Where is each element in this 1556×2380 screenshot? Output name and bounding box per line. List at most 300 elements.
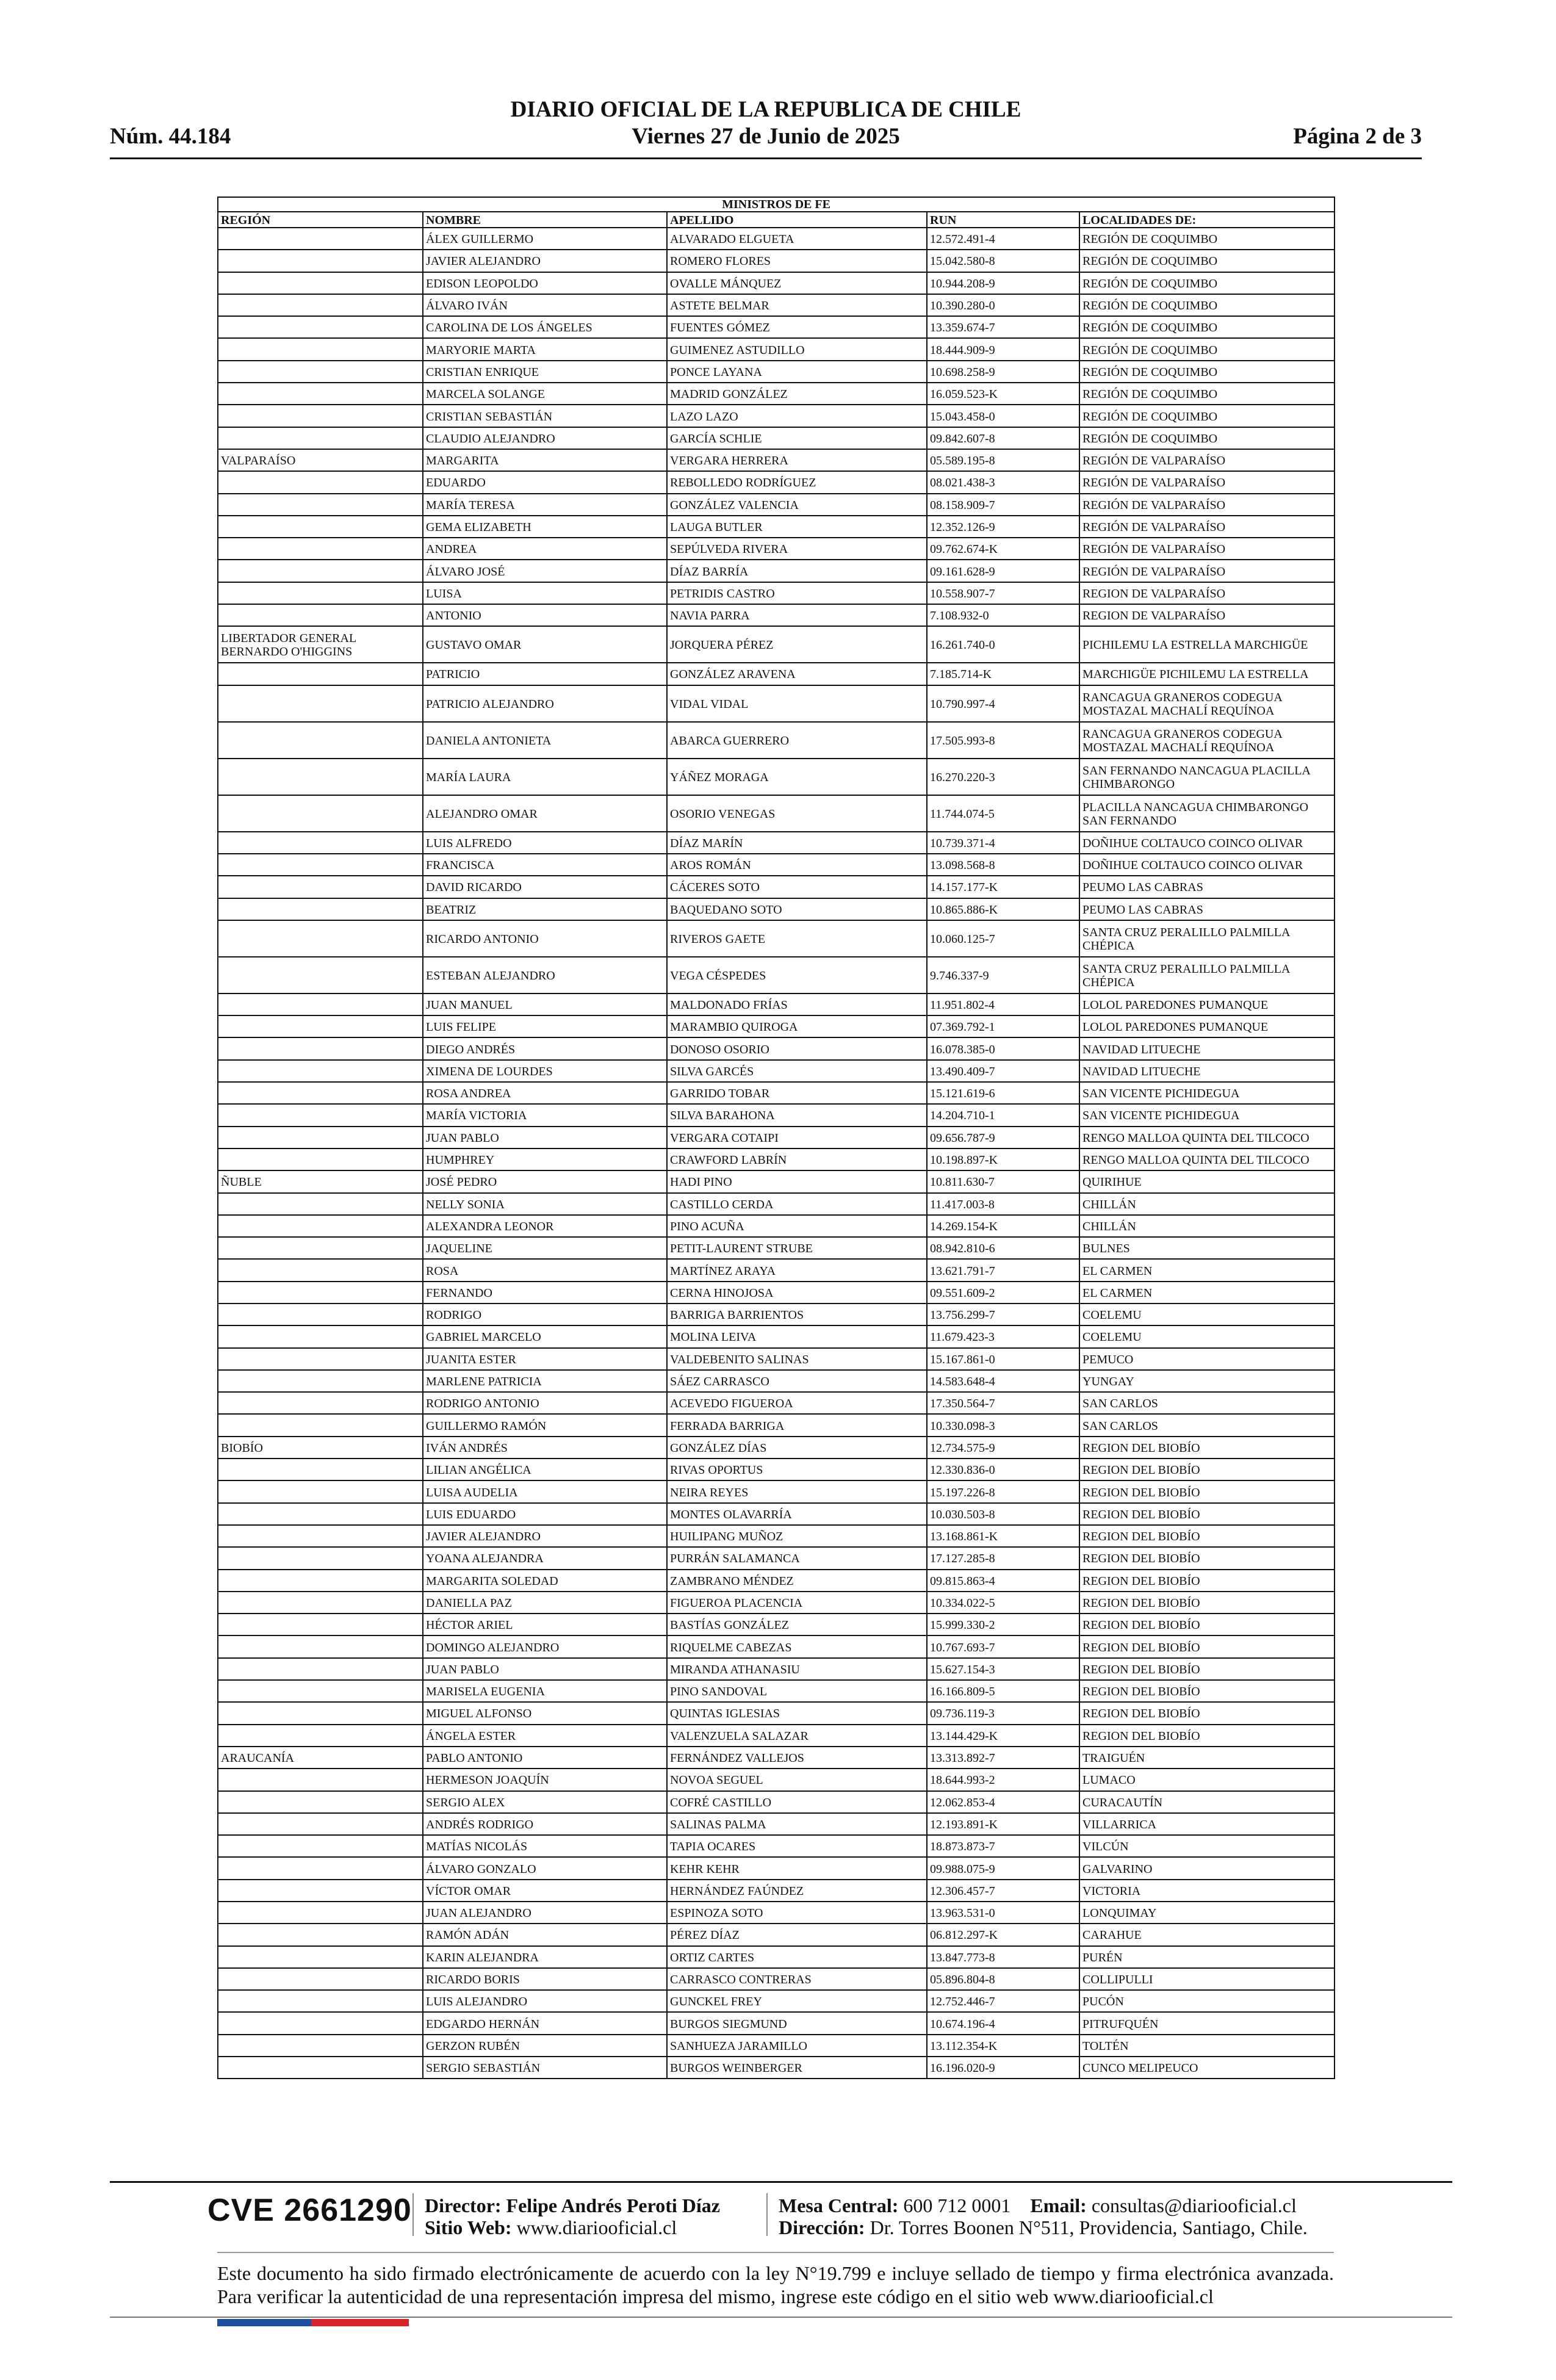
email-label: Email: [1030, 2194, 1087, 2216]
region-cell [218, 1857, 423, 1879]
run-cell: 09.551.609-2 [927, 1282, 1079, 1304]
table-row [218, 795, 1334, 832]
table-row [218, 1127, 1334, 1149]
nombre-cell: LUIS EDUARDO [423, 1503, 667, 1525]
apellido-cell: HUILIPANG MUÑOZ [667, 1525, 927, 1547]
run-cell: 10.334.022-5 [927, 1592, 1079, 1614]
region-cell [218, 795, 423, 832]
apellido-cell: VIDAL VIDAL [667, 685, 927, 722]
address-text: Dr. Torres Boonen N°511, Providencia, Santiago, Chile. [870, 2216, 1308, 2238]
apellido-cell: GUNCKEL FREY [667, 1990, 927, 2012]
region-cell [218, 1547, 423, 1569]
nombre-cell: ÁLVARO JOSÉ [423, 560, 667, 582]
region-cell [218, 1769, 423, 1790]
localidades-cell: PURÉN [1079, 1946, 1334, 1968]
region-cell [218, 1127, 423, 1149]
run-cell: 16.196.020-9 [927, 2057, 1079, 2079]
apellido-cell: CRAWFORD LABRÍN [667, 1149, 927, 1170]
localidades-cell: REGION DEL BIOBÍO [1079, 1680, 1334, 1702]
region-cell [218, 604, 423, 626]
localidades-cell: BULNES [1079, 1237, 1334, 1259]
nombre-cell: MARÍA VICTORIA [423, 1104, 667, 1126]
table-row [218, 1702, 1334, 1724]
flag-stripe-blue [217, 2319, 311, 2326]
region-cell [218, 993, 423, 1015]
localidades-cell: REGION DEL BIOBÍO [1079, 1437, 1334, 1459]
nombre-cell: JAVIER ALEJANDRO [423, 250, 667, 272]
table-row [218, 1370, 1334, 1392]
table-row [218, 1902, 1334, 1924]
table-row [218, 1437, 1334, 1459]
column-nombre-header: NOMBRE [423, 212, 667, 228]
nombre-cell: LUISA AUDELIA [423, 1480, 667, 1502]
localidades-cell: REGION DEL BIOBÍO [1079, 1635, 1334, 1657]
localidades-cell: PICHILEMU LA ESTRELLA MARCHIGÜE [1079, 626, 1334, 663]
run-cell: 13.359.674-7 [927, 316, 1079, 338]
run-cell: 17.350.564-7 [927, 1392, 1079, 1414]
run-cell: 16.261.740-0 [927, 626, 1079, 663]
footer-separator [766, 2193, 768, 2236]
nombre-cell: DANIELLA PAZ [423, 1592, 667, 1614]
apellido-cell: DÍAZ MARÍN [667, 832, 927, 854]
region-cell [218, 898, 423, 920]
localidades-cell: REGIÓN DE VALPARAÍSO [1079, 494, 1334, 516]
region-cell [218, 1614, 423, 1635]
nombre-cell: ROSA ANDREA [423, 1082, 667, 1104]
nombre-cell: JUAN PABLO [423, 1658, 667, 1680]
run-cell: 9.746.337-9 [927, 957, 1079, 993]
nombre-cell: RAMÓN ADÁN [423, 1924, 667, 1945]
newspaper-title: DIARIO OFICIAL DE LA REPUBLICA DE CHILE [510, 97, 1021, 122]
region-cell [218, 560, 423, 582]
region-cell [218, 228, 423, 250]
region-cell [218, 2057, 423, 2079]
run-cell: 16.059.523-K [927, 383, 1079, 405]
table-row [218, 1747, 1334, 1769]
region-cell [218, 1237, 423, 1259]
nombre-cell: BEATRIZ [423, 898, 667, 920]
run-cell: 18.644.993-2 [927, 1769, 1079, 1790]
localidades-cell: LOLOL PAREDONES PUMANQUE [1079, 1015, 1334, 1037]
run-cell: 15.627.154-3 [927, 1658, 1079, 1680]
table-row [218, 1325, 1334, 1347]
region-cell [218, 1304, 423, 1325]
localidades-cell: TRAIGUÉN [1079, 1747, 1334, 1769]
region-cell [218, 832, 423, 854]
run-cell: 13.313.892-7 [927, 1747, 1079, 1769]
nombre-cell: MARGARITA SOLEDAD [423, 1570, 667, 1592]
table-row [218, 1392, 1334, 1414]
apellido-cell: CÁCERES SOTO [667, 876, 927, 898]
run-cell: 09.815.863-4 [927, 1570, 1079, 1592]
apellido-cell: ABARCA GUERRERO [667, 722, 927, 759]
table-row [218, 1259, 1334, 1281]
region-cell [218, 361, 423, 383]
apellido-cell: RIQUELME CABEZAS [667, 1635, 927, 1657]
run-cell: 11.679.423-3 [927, 1325, 1079, 1347]
run-cell: 09.842.607-8 [927, 427, 1079, 449]
nombre-cell: FERNANDO [423, 1282, 667, 1304]
region-cell [218, 1325, 423, 1347]
run-cell: 15.999.330-2 [927, 1614, 1079, 1635]
run-cell: 13.963.531-0 [927, 1902, 1079, 1924]
nombre-cell: CRISTIAN ENRIQUE [423, 361, 667, 383]
table-row [218, 1304, 1334, 1325]
localidades-cell: DOÑIHUE COLTAUCO COINCO OLIVAR [1079, 854, 1334, 876]
region-cell [218, 471, 423, 493]
table-row [218, 626, 1334, 663]
run-cell: 13.847.773-8 [927, 1946, 1079, 1968]
localidades-cell: REGIÓN DE COQUIMBO [1079, 228, 1334, 250]
run-cell: 08.158.909-7 [927, 494, 1079, 516]
localidades-cell: REGION DEL BIOBÍO [1079, 1725, 1334, 1747]
table-row [218, 2057, 1334, 2079]
apellido-cell: CARRASCO CONTRERAS [667, 1968, 927, 1990]
issue-date: Viernes 27 de Junio de 2025 [632, 124, 900, 149]
region-cell [218, 1902, 423, 1924]
localidades-cell: VICTORIA [1079, 1880, 1334, 1902]
nombre-cell: CAROLINA DE LOS ÁNGELES [423, 316, 667, 338]
apellido-cell: VALENZUELA SALAZAR [667, 1725, 927, 1747]
nombre-cell: HUMPHREY [423, 1149, 667, 1170]
nombre-cell: VÍCTOR OMAR [423, 1880, 667, 1902]
region-cell [218, 250, 423, 272]
table-row [218, 1769, 1334, 1790]
region-cell [218, 1193, 423, 1215]
nombre-cell: HÉCTOR ARIEL [423, 1614, 667, 1635]
localidades-cell: REGIÓN DE COQUIMBO [1079, 316, 1334, 338]
table-row [218, 1791, 1334, 1813]
issue-number: Núm. 44.184 [110, 124, 231, 149]
table-row [218, 993, 1334, 1015]
apellido-cell: ASTETE BELMAR [667, 294, 927, 316]
footer-contact-block [779, 2194, 1308, 2238]
table-row [218, 1658, 1334, 1680]
apellido-cell: PETRIDIS CASTRO [667, 582, 927, 604]
nombre-cell: LUIS ALEJANDRO [423, 1990, 667, 2012]
table-row [218, 759, 1334, 795]
region-cell [218, 1348, 423, 1370]
column-region-header: REGIÓN [218, 212, 423, 228]
apellido-cell: SALINAS PALMA [667, 1813, 927, 1835]
localidades-cell: DOÑIHUE COLTAUCO COINCO OLIVAR [1079, 832, 1334, 854]
table-row [218, 1990, 1334, 2012]
nombre-cell: ÁLVARO GONZALO [423, 1857, 667, 1879]
run-cell: 14.157.177-K [927, 876, 1079, 898]
localidades-cell: REGIÓN DE COQUIMBO [1079, 338, 1334, 360]
localidades-cell: TOLTÉN [1079, 2035, 1334, 2057]
region-cell [218, 1370, 423, 1392]
localidades-cell: REGION DEL BIOBÍO [1079, 1658, 1334, 1680]
run-cell: 10.811.630-7 [927, 1170, 1079, 1192]
localidades-cell: PUCÓN [1079, 1990, 1334, 2012]
localidades-cell: SANTA CRUZ PERALILLO PALMILLA CHÉPICA [1079, 957, 1334, 993]
table-row [218, 1082, 1334, 1104]
region-cell [218, 1215, 423, 1237]
region-cell [218, 1680, 423, 1702]
apellido-cell: MIRANDA ATHANASIU [667, 1658, 927, 1680]
localidades-cell: REGION DEL BIOBÍO [1079, 1547, 1334, 1569]
nombre-cell: ANTONIO [423, 604, 667, 626]
run-cell: 17.505.993-8 [927, 722, 1079, 759]
nombre-cell: ANDREA [423, 538, 667, 560]
region-cell [218, 1149, 423, 1170]
localidades-cell: GALVARINO [1079, 1857, 1334, 1879]
nombre-cell: CRISTIAN SEBASTIÁN [423, 405, 667, 427]
localidades-cell: EL CARMEN [1079, 1259, 1334, 1281]
apellido-cell: GONZÁLEZ DÍAS [667, 1437, 927, 1459]
region-cell [218, 957, 423, 993]
localidades-cell: COELEMU [1079, 1304, 1334, 1325]
phone-label: Mesa Central: [779, 2194, 899, 2216]
table-row [218, 1237, 1334, 1259]
apellido-cell: FERRADA BARRIGA [667, 1414, 927, 1436]
run-cell: 10.330.098-3 [927, 1414, 1079, 1436]
table-row [218, 832, 1334, 854]
table-row [218, 1725, 1334, 1747]
localidades-cell: REGIÓN DE VALPARAÍSO [1079, 471, 1334, 493]
region-cell [218, 876, 423, 898]
run-cell: 7.185.714-K [927, 663, 1079, 685]
footer-divider-bottom [110, 2317, 1452, 2318]
region-cell [218, 1503, 423, 1525]
nombre-cell: DOMINGO ALEJANDRO [423, 1635, 667, 1657]
nombre-cell: JUANITA ESTER [423, 1348, 667, 1370]
run-cell: 13.112.354-K [927, 2035, 1079, 2057]
table-row [218, 338, 1334, 360]
apellido-cell: GONZÁLEZ ARAVENA [667, 663, 927, 685]
region-cell [218, 494, 423, 516]
apellido-cell: PÉREZ DÍAZ [667, 1924, 927, 1945]
run-cell: 13.621.791-7 [927, 1259, 1079, 1281]
localidades-cell: REGION DE VALPARAÍSO [1079, 604, 1334, 626]
apellido-cell: RIVEROS GAETE [667, 920, 927, 957]
nombre-cell: GERZON RUBÉN [423, 2035, 667, 2057]
run-cell: 12.752.446-7 [927, 1990, 1079, 2012]
region-cell [218, 582, 423, 604]
localidades-cell: RANCAGUA GRANEROS CODEGUA MOSTAZAL MACHALÍ REQUÍNOA [1079, 685, 1334, 722]
run-cell: 10.390.280-0 [927, 294, 1079, 316]
run-cell: 10.558.907-7 [927, 582, 1079, 604]
apellido-cell: DONOSO OSORIO [667, 1037, 927, 1059]
run-cell: 05.589.195-8 [927, 449, 1079, 471]
table-row [218, 1060, 1334, 1082]
localidades-cell: YUNGAY [1079, 1370, 1334, 1392]
localidades-cell: REGIÓN DE COQUIMBO [1079, 383, 1334, 405]
apellido-cell: LAZO LAZO [667, 405, 927, 427]
nombre-cell: RICARDO BORIS [423, 1968, 667, 1990]
table-row [218, 722, 1334, 759]
localidades-cell: REGIÓN DE COQUIMBO [1079, 427, 1334, 449]
localidades-cell: CURACAUTÍN [1079, 1791, 1334, 1813]
director-label: Director: [425, 2194, 502, 2216]
email-link[interactable]: consultas@diariooficial.cl [1091, 2194, 1297, 2216]
nombre-cell: GUSTAVO OMAR [423, 626, 667, 663]
region-cell [218, 1259, 423, 1281]
nombre-cell: DANIELA ANTONIETA [423, 722, 667, 759]
table-row [218, 228, 1334, 250]
localidades-cell: PEUMO LAS CABRAS [1079, 898, 1334, 920]
table-row [218, 1968, 1334, 1990]
nombre-cell: HERMESON JOAQUÍN [423, 1769, 667, 1790]
website-link[interactable]: www.diariooficial.cl [516, 2216, 677, 2238]
nombre-cell: ALEXANDRA LEONOR [423, 1215, 667, 1237]
localidades-cell: COLLIPULLI [1079, 1968, 1334, 1990]
localidades-cell: REGION DEL BIOBÍO [1079, 1459, 1334, 1480]
apellido-cell: HADI PINO [667, 1170, 927, 1192]
region-cell [218, 383, 423, 405]
run-cell: 14.204.710-1 [927, 1104, 1079, 1126]
nombre-cell: RODRIGO [423, 1304, 667, 1325]
column-localidades-header: LOCALIDADES DE: [1079, 212, 1334, 228]
table-row [218, 250, 1334, 272]
region-cell [218, 427, 423, 449]
apellido-cell: ROMERO FLORES [667, 250, 927, 272]
page-number: Página 2 de 3 [1293, 124, 1422, 149]
nombre-cell: ESTEBAN ALEJANDRO [423, 957, 667, 993]
localidades-cell: REGIÓN DE VALPARAÍSO [1079, 538, 1334, 560]
region-cell [218, 1060, 423, 1082]
localidades-cell: REGIÓN DE COQUIMBO [1079, 294, 1334, 316]
nombre-cell: RICARDO ANTONIO [423, 920, 667, 957]
localidades-cell: REGIÓN DE COQUIMBO [1079, 405, 1334, 427]
localidades-cell: CHILLÁN [1079, 1215, 1334, 1237]
localidades-cell: EL CARMEN [1079, 1282, 1334, 1304]
nombre-cell: JAVIER ALEJANDRO [423, 1525, 667, 1547]
region-cell [218, 1015, 423, 1037]
apellido-cell: PURRÁN SALAMANCA [667, 1547, 927, 1569]
run-cell: 15.197.226-8 [927, 1480, 1079, 1502]
apellido-cell: FERNÁNDEZ VALLEJOS [667, 1747, 927, 1769]
nombre-cell: MARÍA TERESA [423, 494, 667, 516]
apellido-cell: CERNA HINOJOSA [667, 1282, 927, 1304]
region-cell [218, 1725, 423, 1747]
table-row [218, 1547, 1334, 1569]
apellido-cell: ALVARADO ELGUETA [667, 228, 927, 250]
run-cell: 15.043.458-0 [927, 405, 1079, 427]
run-cell: 10.698.258-9 [927, 361, 1079, 383]
apellido-cell: LAUGA BUTLER [667, 516, 927, 538]
region-cell [218, 685, 423, 722]
apellido-cell: BAQUEDANO SOTO [667, 898, 927, 920]
region-cell [218, 1880, 423, 1902]
apellido-cell: JORQUERA PÉREZ [667, 626, 927, 663]
localidades-cell: MARCHIGÜE PICHILEMU LA ESTRELLA [1079, 663, 1334, 685]
nombre-cell: MARISELA EUGENIA [423, 1680, 667, 1702]
apellido-cell: SILVA BARAHONA [667, 1104, 927, 1126]
region-cell [218, 1104, 423, 1126]
table-row [218, 471, 1334, 493]
run-cell: 10.060.125-7 [927, 920, 1079, 957]
run-cell: 15.167.861-0 [927, 1348, 1079, 1370]
table-row [218, 405, 1334, 427]
table-row [218, 1592, 1334, 1614]
nombre-cell: GUILLERMO RAMÓN [423, 1414, 667, 1436]
run-cell: 07.369.792-1 [927, 1015, 1079, 1037]
table-row [218, 685, 1334, 722]
apellido-cell: REBOLLEDO RODRÍGUEZ [667, 471, 927, 493]
nombre-cell: EDISON LEOPOLDO [423, 272, 667, 294]
run-cell: 10.030.503-8 [927, 1503, 1079, 1525]
region-cell [218, 1990, 423, 2012]
region-cell [218, 538, 423, 560]
run-cell: 11.951.802-4 [927, 993, 1079, 1015]
apellido-cell: ORTIZ CARTES [667, 1946, 927, 1968]
apellido-cell: NOVOA SEGUEL [667, 1769, 927, 1790]
run-cell: 10.790.997-4 [927, 685, 1079, 722]
apellido-cell: BASTÍAS GONZÁLEZ [667, 1614, 927, 1635]
nombre-cell: ÁLEX GUILLERMO [423, 228, 667, 250]
localidades-cell: SAN CARLOS [1079, 1392, 1334, 1414]
run-cell: 09.988.075-9 [927, 1857, 1079, 1879]
localidades-cell: REGION DEL BIOBÍO [1079, 1592, 1334, 1614]
region-cell [218, 272, 423, 294]
run-cell: 13.756.299-7 [927, 1304, 1079, 1325]
nombre-cell: DIEGO ANDRÉS [423, 1037, 667, 1059]
table-row [218, 1635, 1334, 1657]
table-row [218, 294, 1334, 316]
apellido-cell: NEIRA REYES [667, 1480, 927, 1502]
region-cell [218, 1282, 423, 1304]
localidades-cell: VILLARRICA [1079, 1813, 1334, 1835]
region-cell [218, 2035, 423, 2057]
region-cell [218, 1924, 423, 1945]
nombre-cell: PATRICIO [423, 663, 667, 685]
run-cell: 12.352.126-9 [927, 516, 1079, 538]
table-row [218, 1680, 1334, 1702]
apellido-cell: TAPIA OCARES [667, 1835, 927, 1857]
region-cell [218, 1037, 423, 1059]
region-cell [218, 1392, 423, 1414]
apellido-cell: SEPÚLVEDA RIVERA [667, 538, 927, 560]
apellido-cell: MARTÍNEZ ARAYA [667, 1259, 927, 1281]
nombre-cell: JUAN MANUEL [423, 993, 667, 1015]
apellido-cell: NAVIA PARRA [667, 604, 927, 626]
address-label: Dirección: [779, 2216, 865, 2238]
nombre-cell: JUAN PABLO [423, 1127, 667, 1149]
nombre-cell: DAVID RICARDO [423, 876, 667, 898]
table-row [218, 1037, 1334, 1059]
region-cell [218, 1813, 423, 1835]
region-cell [218, 338, 423, 360]
nombre-cell: JOSÉ PEDRO [423, 1170, 667, 1192]
run-cell: 18.873.873-7 [927, 1835, 1079, 1857]
table-row [218, 1414, 1334, 1436]
region-cell [218, 854, 423, 876]
table-row [218, 1480, 1334, 1502]
nombre-cell: ANDRÉS RODRIGO [423, 1813, 667, 1835]
localidades-cell: REGION DEL BIOBÍO [1079, 1525, 1334, 1547]
footer-separator [412, 2193, 414, 2236]
localidades-cell: REGION DEL BIOBÍO [1079, 1503, 1334, 1525]
localidades-cell: REGION DEL BIOBÍO [1079, 1570, 1334, 1592]
apellido-cell: BURGOS SIEGMUND [667, 2012, 927, 2034]
table-row [218, 1835, 1334, 1857]
nombre-cell: ROSA [423, 1259, 667, 1281]
nombre-cell: EDGARDO HERNÁN [423, 2012, 667, 2034]
localidades-cell: PLACILLA NANCAGUA CHIMBARONGO SAN FERNANDO [1079, 795, 1334, 832]
apellido-cell: FIGUEROA PLACENCIA [667, 1592, 927, 1614]
run-cell: 12.572.491-4 [927, 228, 1079, 250]
apellido-cell: HERNÁNDEZ FAÚNDEZ [667, 1880, 927, 1902]
header-divider [110, 157, 1422, 159]
table-row [218, 1570, 1334, 1592]
table-row [218, 361, 1334, 383]
apellido-cell: GUIMENEZ ASTUDILLO [667, 338, 927, 360]
region-cell [218, 1570, 423, 1592]
run-cell: 18.444.909-9 [927, 338, 1079, 360]
table-row [218, 1348, 1334, 1370]
